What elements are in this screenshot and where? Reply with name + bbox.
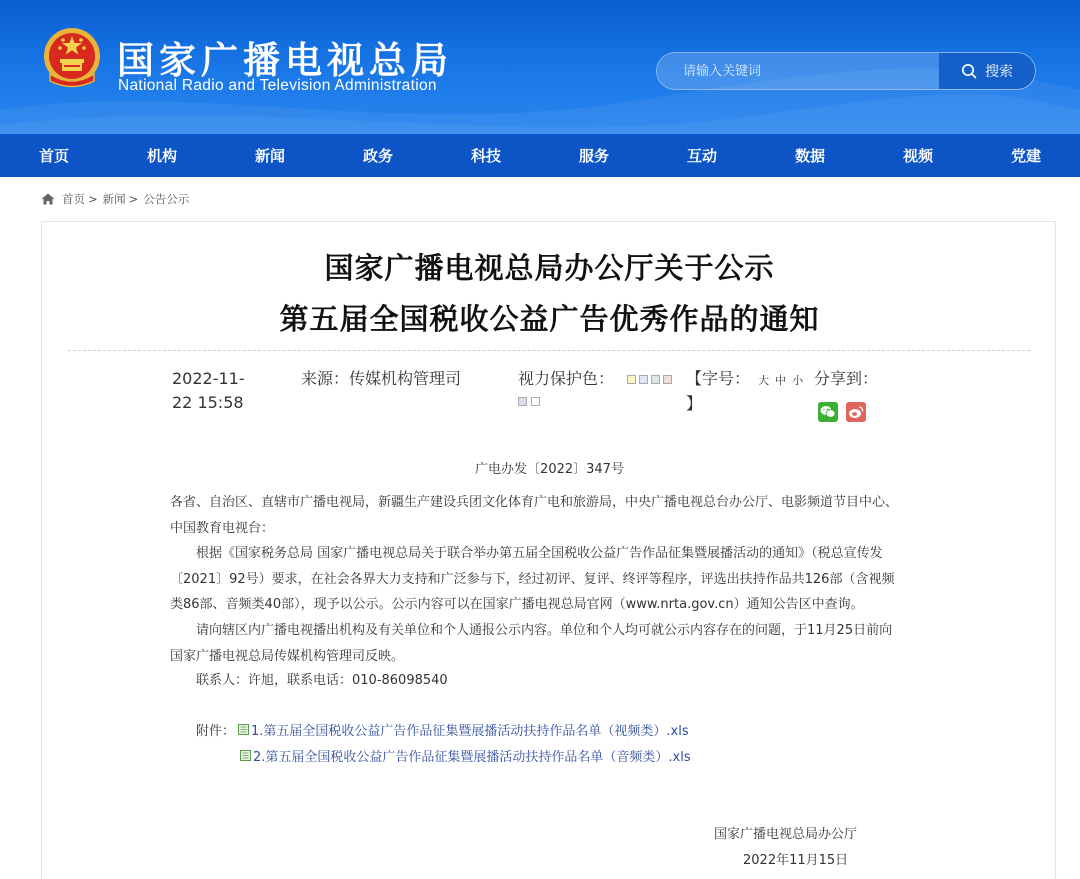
xls-file-icon: [240, 750, 251, 761]
signature-organization: 国家广播电视总局办公厅: [714, 827, 858, 842]
main-nav: [0, 134, 1080, 177]
color-swatch[interactable]: [531, 397, 540, 406]
weibo-icon: [848, 405, 864, 419]
eye-protection-label: 视力保护色：: [518, 369, 615, 388]
color-swatch[interactable]: [518, 397, 527, 406]
site-title: 国家广播电视总局: [117, 38, 453, 82]
font-size-control: [686, 367, 806, 393]
nav-item-technology[interactable]: 科技: [470, 147, 501, 165]
search-icon: [961, 63, 977, 79]
eye-protection-control: [518, 367, 672, 391]
publish-date: 2022-11-22 15:58: [172, 369, 245, 412]
site-header: [0, 0, 1080, 134]
wechat-icon: [820, 405, 836, 419]
breadcrumb-announcements[interactable]: 公告公示: [143, 192, 190, 206]
contact-info: 联系人：许旭，联系电话：010-86098540: [196, 673, 448, 688]
share-icons: [818, 402, 866, 422]
breadcrumb-separator: >: [88, 192, 98, 206]
article-paragraph: 根据《国家税务总局 国家广播电视总局关于联合举办第五届全国税收公益广告作品征集暨展播活动的通知》（税总宣传发〔2021〕92号）要求，在社会各界大力支持和广泛参与下，经过初评、复评、终评等程序，评选出扶持作品共126部（含视频类86部、音频类40部），现予以公示。公示内容可以在国家广播电视总局官网（www.nrta.gov.cn）通知公告区中查询。: [170, 546, 895, 612]
weibo-share-icon[interactable]: [846, 402, 866, 422]
attachment-link-audio[interactable]: [240, 746, 691, 765]
breadcrumb: [41, 191, 189, 207]
nav-item-party-building[interactable]: 党建: [1010, 147, 1041, 165]
nav-item-interaction[interactable]: 互动: [686, 147, 717, 165]
document-number: 广电办发〔2022〕347号: [475, 462, 624, 477]
search-input[interactable]: [657, 53, 941, 89]
share-label: 分享到：: [814, 369, 879, 388]
font-size-large-button[interactable]: 大: [758, 374, 770, 387]
search-button-label: 搜索: [985, 64, 1013, 80]
nav-item-home[interactable]: 首页: [38, 147, 69, 165]
wechat-share-icon[interactable]: [818, 402, 838, 422]
color-swatch[interactable]: [627, 375, 636, 384]
nav-item-government-affairs[interactable]: 政务: [362, 147, 393, 165]
font-size-small-button[interactable]: 小: [792, 374, 804, 387]
breadcrumb-home[interactable]: 首页: [62, 192, 85, 206]
article-paragraph: 各省、自治区、直辖市广播电视局，新疆生产建设兵团文化体育广电和旅游局，中央广播电视总台办公厅、电影频道节目中心、中国教育电视台：: [170, 495, 899, 536]
breadcrumb-news[interactable]: 新闻: [102, 192, 126, 206]
font-size-medium-button[interactable]: 中: [775, 374, 787, 387]
attachment-name: 1.第五届全国税收公益广告作品征集暨展播活动扶持作品名单（视频类）.xls: [251, 724, 689, 739]
national-emblem-icon: [40, 26, 104, 92]
attachments-label: 附件：: [196, 724, 236, 739]
color-swatch[interactable]: [639, 375, 648, 384]
font-size-label: 【字号：: [686, 369, 751, 388]
nav-item-services[interactable]: 服务: [578, 147, 609, 165]
color-swatches-row-1: [627, 375, 672, 384]
nav-item-news[interactable]: 新闻: [254, 147, 285, 165]
article-title-line-1: 国家广播电视总局办公厅关于公示: [324, 251, 775, 285]
color-swatches-row-2: [518, 397, 540, 406]
color-swatch[interactable]: [663, 375, 672, 384]
search-button[interactable]: [939, 53, 1035, 89]
attachment-link-video[interactable]: [238, 720, 689, 739]
search-box: [656, 52, 1036, 90]
signature-date: 2022年11月15日: [743, 853, 849, 868]
article-paragraph: 请向辖区内广播电视播出机构及有关单位和个人通报公示内容。单位和个人均可就公示内容存在的问题，于11月25日前向国家广播电视总局传媒机构管理司反映。: [170, 623, 893, 664]
attachment-name: 2.第五届全国税收公益广告作品征集暨展播活动扶持作品名单（音频类）.xls: [253, 750, 691, 765]
site-subtitle: National Radio and Television Administration: [118, 77, 437, 94]
nav-item-video[interactable]: 视频: [902, 147, 933, 165]
breadcrumb-separator: >: [128, 192, 139, 206]
xls-file-icon: [238, 724, 249, 735]
nav-item-organization[interactable]: 机构: [146, 147, 177, 165]
nav-item-data[interactable]: 数据: [794, 147, 825, 165]
home-icon: [41, 193, 55, 205]
title-divider: [68, 350, 1030, 351]
color-swatch[interactable]: [651, 375, 660, 384]
font-size-bracket: 】: [686, 394, 703, 413]
article-container: [41, 221, 1056, 879]
article-source: 来源：传媒机构管理司: [301, 369, 462, 388]
article-title-line-2: 第五届全国税收公益广告优秀作品的通知: [279, 302, 820, 336]
